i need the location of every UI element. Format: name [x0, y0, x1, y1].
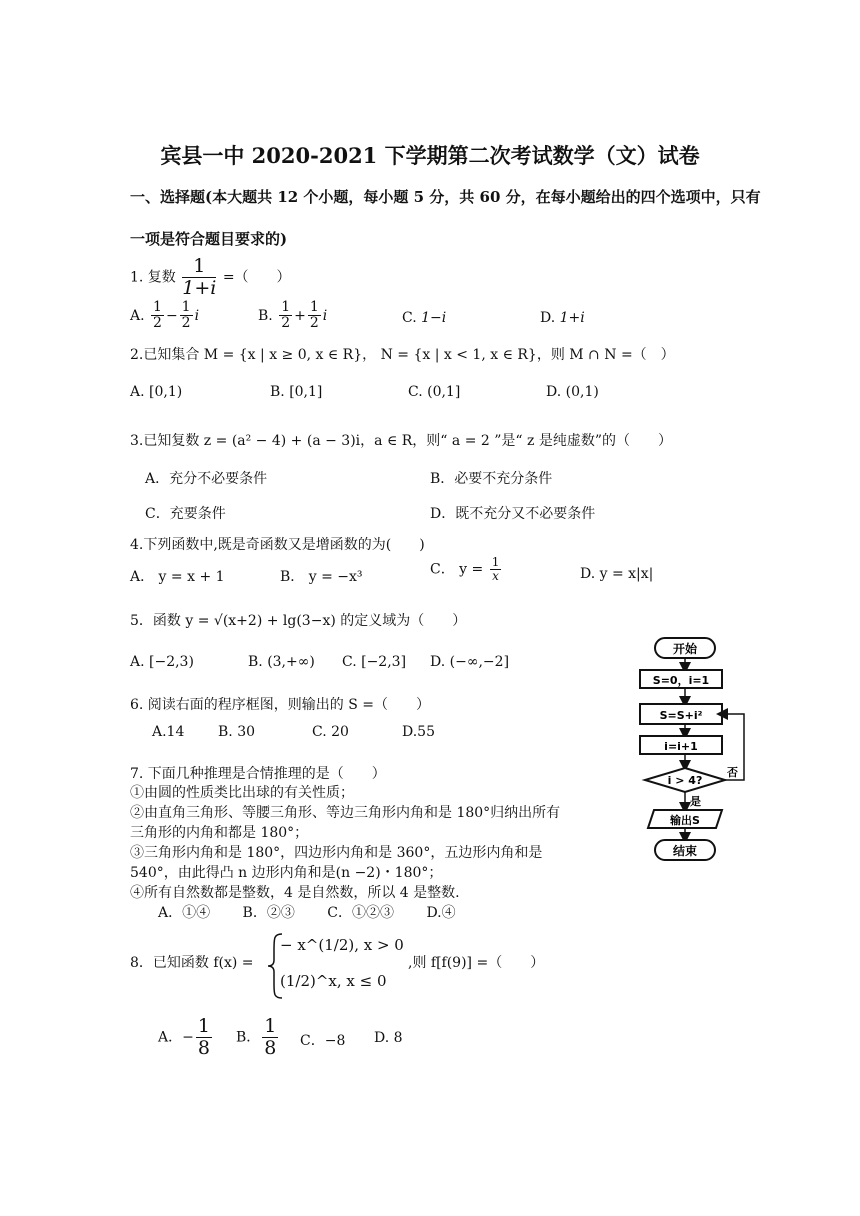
- flowchart: [630, 632, 760, 862]
- question-7: 7. 下面几种推理是合情推理的是（ ）: [130, 766, 386, 782]
- q4-option-d: D. y = x|x|: [580, 566, 654, 582]
- q5-option-c: C. [−2,3]: [342, 654, 407, 670]
- q7-line-5: 540°，由此得凸 n 边形内角和是(n −2)・180°；: [130, 865, 443, 881]
- q6-option-b: B. 30: [218, 724, 256, 740]
- q7-line-1: ①由圆的性质类比出球的有关性质；: [130, 785, 354, 801]
- q2-option-c: C. (0,1]: [408, 384, 461, 400]
- q5-option-d: D. (−∞,−2]: [430, 654, 510, 670]
- q6-option-d: D.55: [402, 724, 435, 740]
- q8-option-b: B． $\frac{1}{8}$: [236, 1015, 277, 1059]
- svg-text:S=0，i=1: S=0，i=1: [652, 674, 710, 687]
- question-8: 8．已知函数 f(x) =: [130, 955, 254, 971]
- question-4: 4.下列函数中,既是奇函数又是增函数的为( ): [130, 537, 425, 553]
- q1-option-d: D. 1+i: [540, 310, 585, 326]
- q8-option-c: C．−8: [300, 1033, 346, 1049]
- q8-stem-post: ,则 f[f(9)] =（ ）: [408, 955, 545, 971]
- question-6: 6. 阅读右面的程序框图，则输出的 S =（ ）: [130, 697, 431, 713]
- q7-line-3: 三角形的内角和都是 180°；: [130, 825, 309, 841]
- q3-option-a: A．充分不必要条件: [145, 471, 268, 487]
- q8-option-a: A．− $\frac{1}{8}$: [158, 1015, 210, 1059]
- q7-options: A．①④ B．②③ C．①②③ D.④: [158, 905, 456, 921]
- svg-text:S=S+i²: S=S+i²: [659, 709, 703, 722]
- q5-option-a: A. [−2,3): [130, 654, 194, 670]
- svg-text:开始: 开始: [672, 642, 698, 656]
- svg-text:是: 是: [690, 795, 701, 808]
- page-title: 宾县一中 2020-2021 下学期第二次考试数学（文）试卷: [160, 143, 700, 168]
- q2-option-d: D. (0,1): [546, 384, 599, 400]
- section-heading-line2: 一项是符合题目要求的): [130, 230, 288, 248]
- q7-line-4: ③三角形内角和是 180°，四边形内角和是 360°，五边形内角和是: [130, 845, 543, 861]
- question-2: 2.已知集合 M = {x | x ≥ 0, x ∈ R}， N = {x | x < 1, x ∈ R}，则 M ∩ N =（ ）: [130, 347, 675, 363]
- q1-option-c: C. 1−i: [402, 310, 447, 326]
- q2-option-b: B. [0,1]: [270, 384, 323, 400]
- q5-option-b: B. (3,+∞): [248, 654, 315, 670]
- question-5: 5．函数 y = √(x+2) + lg(3−x) 的定义域为（ ）: [130, 613, 467, 629]
- svg-text:i=i+1: i=i+1: [664, 740, 698, 753]
- q8-option-d: D. 8: [374, 1030, 403, 1046]
- q2-option-a: A. [0,1): [130, 384, 183, 400]
- q8-case-2: (1/2)^x, x ≤ 0: [280, 972, 387, 990]
- q3-option-c: C．充要条件: [145, 506, 226, 522]
- svg-text:否: 否: [727, 766, 738, 779]
- q7-line-2: ②由直角三角形、等腰三角形、等边三角形内角和是 180°归纳出所有: [130, 805, 561, 821]
- question-1: 1. 复数 $\frac{1}{1+i}$ =（ ）: [130, 255, 291, 299]
- q6-option-c: C. 20: [312, 724, 349, 740]
- q1-option-b: B. $\frac{1}{2}$ + $\frac{1}{2}$ i: [258, 299, 328, 332]
- svg-text:i > 4?: i > 4?: [667, 774, 703, 787]
- q3-option-b: B．必要不充分条件: [430, 471, 553, 487]
- q1-option-a: A. $\frac{1}{2}$ − $\frac{1}{2}$ i: [130, 299, 200, 332]
- q3-option-d: D．既不充分又不必要条件: [430, 506, 596, 522]
- q7-line-6: ④所有自然数都是整数，4 是自然数，所以 4 是整数.: [130, 885, 460, 901]
- svg-text:输出S: 输出S: [670, 814, 700, 827]
- question-3: 3.已知复数 z = (a² − 4) + (a − 3)i，a ∈ R，则“ a = 2 ”是“ z 是纯虚数”的（ ）: [130, 433, 672, 449]
- q6-option-a: A.14: [152, 724, 185, 740]
- q8-case-1: − x^(1/2), x > 0: [280, 936, 404, 954]
- q4-option-c: C． y = $\frac{1}{x}$: [430, 555, 500, 584]
- q4-option-b: B． y = −x³: [280, 569, 363, 585]
- svg-text:结束: 结束: [672, 844, 698, 858]
- q4-option-a: A． y = x + 1: [130, 569, 225, 585]
- section-heading-line1: 一、选择题(本大题共 12 个小题，每小题 5 分，共 60 分，在每小题给出的四个选项中，只有: [130, 188, 761, 206]
